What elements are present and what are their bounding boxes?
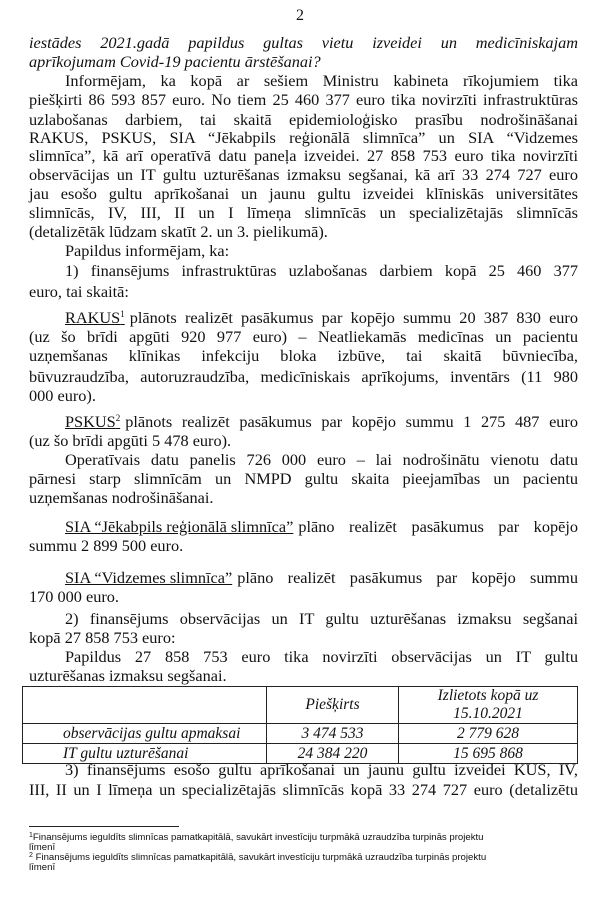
table-cell: observācijas gultu apmaksai <box>23 724 267 744</box>
panel-line: Operatīvais datu panelis 726 000 euro – lai nodrošinātu vienotu datu <box>65 450 578 469</box>
page-number: 2 <box>296 7 304 24</box>
intro-line: uzlabošanas darbiem, tai skaitā epidemioloģisko prasību nodrošināšanai <box>29 110 578 129</box>
pskus-line: PSKUS$^2$ plānots realizēt pasākumus par kopējo summu 1 275 487 euro <box>65 412 578 431</box>
intro-line: slimnīca”, kā arī operatīvā datu paneļa izveidei. 27 858 753 euro tika novirzīti <box>29 146 578 165</box>
table-cell: 3 474 533 <box>267 724 399 744</box>
rakus-line: būvuzraudzība, autoruzraudzība, medicīniskais aprīkojums, inventārs (11 980 <box>29 367 578 386</box>
footnote-1-cont: līmenī <box>29 842 56 853</box>
item2-detail-line: uzturēšanas izmaksu segšanai. <box>29 666 227 685</box>
footnote-ref-1: 1 <box>120 309 125 319</box>
pskus-name: PSKUS$^2$ <box>65 412 121 431</box>
item2-detail-line: Papildus 27 858 753 euro tika novirzīti observācijas un IT gultu <box>65 647 578 666</box>
table-header-row <box>23 687 578 724</box>
intro-line: jau esošo gultu aprīkošanai un jaunu gultu izveidei klīniskās universitātes <box>29 184 578 203</box>
vidzemes-line: 170 000 euro. <box>29 587 119 606</box>
intro-line: (detalizētāk lūdzam skatīt 2. un 3. pielikumā). <box>29 222 328 241</box>
footnote-2: $^2$ Finansējums ieguldīts slimnīcas pamatkapitālā, savukārt investīciju turpmākā uzraudzība turpinās projektu <box>29 852 487 863</box>
table-cell: 2 779 628 <box>399 724 578 744</box>
table-row <box>23 724 578 744</box>
footnote-separator <box>29 826 179 827</box>
rakus-line: (uz šo brīdi apgūti 920 977 euro) – Neatliekamās medicīnas un pacientu <box>29 327 578 346</box>
table-header: Piešķirts <box>267 687 399 724</box>
rakus-line: uzņemšanas klīnikas infekciju bloka izbūve, tai skaitā būvniecība, <box>29 346 578 365</box>
vidzemes-line: SIA “Vidzemes slimnīca” plāno realizēt pasākumus par kopējo summu <box>65 568 578 587</box>
rakus-line: RAKUS$^1$ plānots realizēt pasākumus par kopējo summu 20 387 830 euro <box>65 308 578 327</box>
table-cell: IT gultu uzturēšanai <box>23 744 267 764</box>
footnote-1: $^1$Finansējums ieguldīts slimnīcas pamatkapitālā, savukārt investīciju turpmākā uzraudzība turpinās projektu <box>29 832 484 843</box>
jekabpils-line: SIA “Jēkabpils reģionālā slimnīca” plāno realizēt pasākumus par kopējo <box>65 517 578 536</box>
jekabpils-name: SIA “Jēkabpils reģionālā slimnīca” <box>65 517 294 536</box>
intro-line: piešķirti 86 593 857 euro. No tiem 25 460 377 euro tika novirzīti infrastruktūras <box>29 90 578 109</box>
intro-line: observācijas un IT gultu uzturēšanas izmaksu segšanai, kā arī 33 274 727 euro <box>29 165 578 184</box>
pskus-line: (uz šo brīdi apgūti 5 478 euro). <box>29 431 232 450</box>
item2-line: 2) finansējums observācijas un IT gultu uzturēšanas izmaksu segšanai <box>65 609 578 628</box>
table-header <box>23 687 267 724</box>
panel-line: uzņemšanas nodrošināšanai. <box>29 488 214 507</box>
panel-line: pārnesi starp slimnīcām un NMPD gultu skaita pieejamības un pacientu <box>29 469 578 488</box>
rakus-name: RAKUS$^1$ <box>65 308 125 327</box>
table-header: Izlietots kopā uz 15.10.2021 <box>399 687 578 724</box>
item1-line: euro, tai skaitā: <box>29 282 129 301</box>
additional-intro: Papildus informējam, ka: <box>65 241 230 260</box>
jekabpils-line: summu 2 899 500 euro. <box>29 536 184 555</box>
vidzemes-name: SIA “Vidzemes slimnīca” <box>65 568 233 587</box>
table-cell: 24 384 220 <box>267 744 399 764</box>
question-line: aprīkojumam Covid-19 pacientu ārstēšanai? <box>29 52 321 71</box>
intro-line: RAKUS, PSKUS, SIA “Jēkabpils reģionālā slimnīca” un SIA “Vidzemes <box>29 128 578 147</box>
intro-line: slimnīcās, IV, III, II un I līmeņa slimnīcās un specializētajās slimnīcās <box>29 203 578 222</box>
item3-line: III, II un I līmeņa un specializētajās slimnīcās kopā 33 274 727 euro (detalizētu <box>29 780 578 799</box>
question-line: iestādes 2021.gadā papildus gultas vietu izveidei un medicīniskajam <box>29 33 578 52</box>
item3-line: 3) finansējums esošo gultu aprīkošanai un jaunu gultu izveidei KUS, IV, <box>65 760 578 779</box>
rakus-line: 000 euro). <box>29 386 96 405</box>
intro-line: Informējam, ka kopā ar sešiem Ministru kabineta rīkojumiem tika <box>65 71 578 90</box>
funding-table <box>22 686 578 764</box>
footnote-ref-2: 2 <box>115 413 121 423</box>
footnote-2-cont: līmenī <box>29 862 56 873</box>
table-cell: 15 695 868 <box>399 744 578 764</box>
item1-line: 1) finansējums infrastruktūras uzlabošanas darbiem kopā 25 460 377 <box>65 261 578 280</box>
item2-line: kopā 27 858 753 euro: <box>29 628 176 647</box>
